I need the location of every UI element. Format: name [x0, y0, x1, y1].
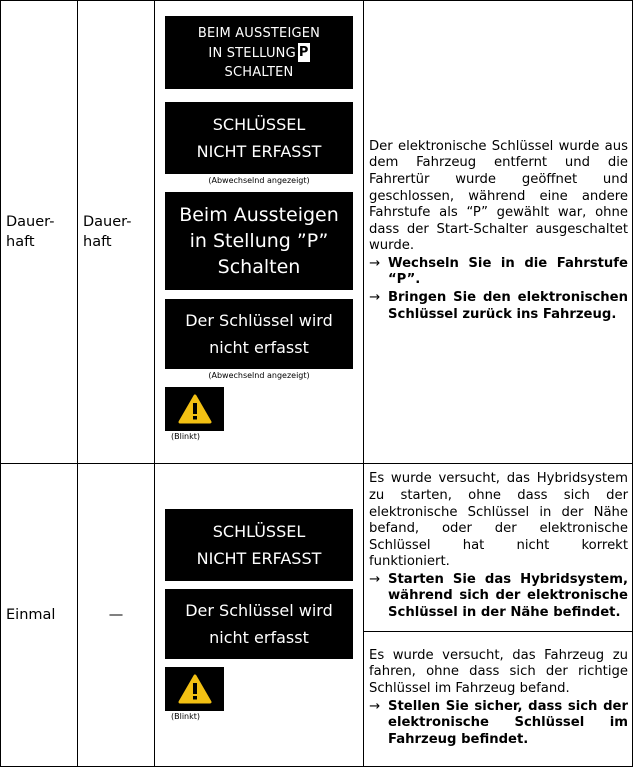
alternate-note: (Abwechselnd angezeigt) — [208, 176, 310, 185]
warning-triangle-icon — [178, 674, 212, 704]
action-text: Wechseln Sie in die Fahrstufe “P”. — [388, 255, 628, 288]
description-text: Es wurde versucht, das Hybridsystem zu starten, ohne dass sich der elektronische Schlüssel in der Nähe befand, oder der elektronische Schlüssel hat nicht korrekt funktioniert. — [369, 471, 628, 570]
screen-line: SCHLÜSSEL — [212, 522, 306, 541]
description-text: Es wurde versucht, das Fahrzeug zu fahren, ohne dass sich der richtige Schlüssel im Fahrzeug befand. — [369, 647, 628, 696]
screen-line: NICHT ERFASST — [196, 549, 322, 568]
warning-triangle-icon — [178, 394, 212, 424]
action-text: Bringen Sie den elektronischen Schlüssel zurück ins Fahrzeug. — [388, 290, 628, 322]
action-item — [369, 572, 628, 622]
display-screen — [165, 16, 353, 89]
description-cell — [364, 632, 633, 767]
screen-line: SCHLÜSSEL — [212, 115, 306, 134]
display-status-cell — [1, 464, 78, 767]
description-text: Der elektronische Schlüssel wurde aus dem Fahrzeug entfernt und die Fahrertür wurde geöffnet und geschlossen, während eine andere Fahrstufe als “P” gewählt war, ohne dass der Start-Schalter ausgeschaltet wurde. — [369, 138, 628, 254]
display-status-cell — [1, 1, 78, 464]
action-text: Starten Sie das Hybridsystem, während sich der elektronische Schlüssel in der Nähe befindet. — [388, 571, 628, 621]
status-value: Einmal — [6, 607, 56, 623]
description-cell — [364, 1, 633, 464]
screen-line: BEIM AUSSTEIGEN — [197, 25, 321, 41]
display-cell — [155, 464, 364, 767]
display-screen — [165, 192, 353, 290]
alternate-note: (Abwechselnd angezeigt) — [208, 371, 310, 380]
status-value: Dauer- haft — [6, 214, 55, 250]
screen-line: IN STELLUNG — [208, 45, 296, 61]
screen-line: nicht erfasst — [209, 338, 309, 357]
screen-line: nicht erfasst — [209, 628, 309, 647]
display-screen — [165, 299, 353, 369]
screen-line: Der Schlüssel wird — [185, 601, 333, 620]
action-item — [369, 699, 628, 749]
description-cell — [364, 464, 633, 632]
screen-line: Beim Aussteigen — [179, 204, 339, 226]
chime-value: — — [108, 607, 124, 623]
display-screen — [165, 589, 353, 659]
action-item — [369, 290, 628, 323]
display-screen — [165, 509, 353, 581]
arrow-icon: → — [369, 255, 381, 271]
screen-line: Schalten — [217, 256, 301, 278]
table-row — [1, 464, 633, 632]
chime-cell — [78, 1, 155, 464]
screen-line: in Stellung ”P” — [189, 230, 329, 252]
chime-value: Dauer- haft — [83, 214, 132, 250]
display-cell — [155, 1, 364, 464]
blink-note: (Blinkt) — [171, 432, 201, 441]
screen-line: NICHT ERFASST — [196, 142, 322, 161]
arrow-icon: → — [369, 698, 381, 714]
arrow-icon: → — [369, 571, 381, 587]
screen-line: SCHALTEN — [224, 64, 294, 80]
table-row — [1, 1, 633, 464]
arrow-icon: → — [369, 290, 381, 306]
action-text: Stellen Sie sicher, dass sich der elektronische Schlüssel im Fahrzeug befindet. — [388, 698, 628, 747]
warning-light — [165, 667, 224, 711]
gear-p-indicator: P — [298, 44, 309, 60]
action-item — [369, 256, 628, 289]
display-screen — [165, 102, 353, 174]
screen-line: Der Schlüssel wird — [185, 311, 333, 330]
chime-cell — [78, 464, 155, 767]
warning-light — [165, 387, 224, 431]
blink-note: (Blinkt) — [171, 712, 201, 721]
